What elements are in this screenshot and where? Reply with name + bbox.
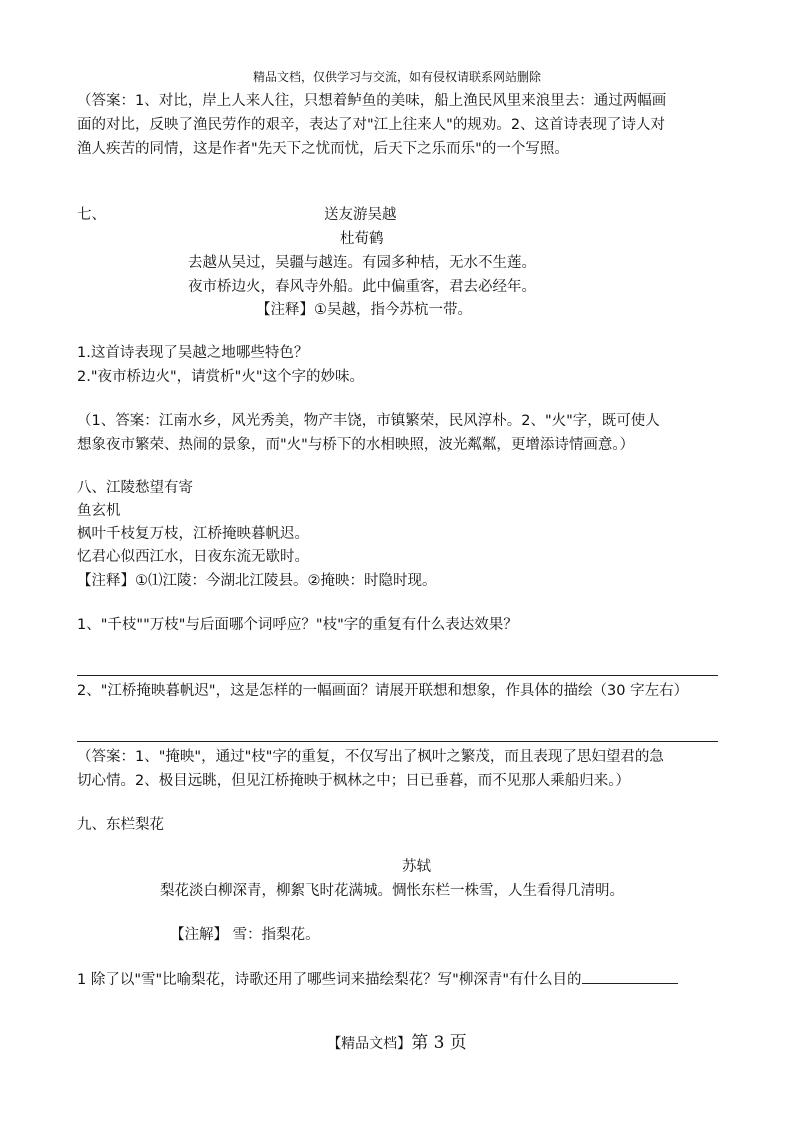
section9-question1-row	[77, 967, 678, 991]
section6-answer-line3: 渔人疾苦的同情，这是作者"先天下之忧而忧，后天下之乐而乐"的一个写照。	[77, 141, 569, 157]
section6-answer-line2: 面的对比，反映了渔民劳作的艰辛，表达了对"江上往来人"的规劝。2、这首诗表现了诗人对	[77, 117, 666, 133]
section9-poem-author: 苏轼	[402, 859, 431, 875]
section9-note: 【注解】 雪：指梨花。	[170, 927, 320, 943]
section8-question1: 1、"千枝""万枝"与后面哪个词呼应？"枝"字的重复有什么表达效果？	[77, 617, 518, 633]
section8-note: 【注释】①⑴江陵：今湖北江陵县。②掩映：时隐时现。	[77, 573, 437, 589]
section6-answer-line1: （答案：1、对比，岸上人来人往，只想着鲈鱼的美味，船上渔民风里来浪里去：通过两幅画	[77, 93, 667, 109]
section8-answer-line1: （答案：1、"掩映"，通过"枝"字的重复，不仅写出了枫叶之繁茂，而且表现了思妇望君的急	[77, 749, 664, 765]
section7-answer-line2: 想象夜市繁荣、热闹的景象，而"火"与桥下的水相映照，波光粼粼，更增添诗情画意。）	[77, 437, 635, 453]
section7-poem-line2: 夜市桥边火，春风寺外船。此中偏重客，君去必经年。	[188, 279, 536, 295]
page-header: 精品文档，仅供学习与交流，如有侵权请联系网站删除	[252, 70, 541, 84]
section8-poem-line2: 忆君心似西江水，日夜东流无歇时。	[77, 549, 309, 565]
section8-answer-line2: 切心情。2、极目远眺，但见江桥掩映于枫林之中；日已垂暮，而不见那人乘船归来。）	[77, 773, 630, 789]
section7-question1: 1.这首诗表现了吴越之地哪些特色？	[77, 345, 309, 361]
section8-title: 八、江陵愁望有寄	[77, 480, 193, 496]
answer-blank-line-2[interactable]	[77, 741, 718, 742]
section7-poem-line1: 去越从吴过，吴疆与越连。有园多种桔，无水不生莲。	[188, 255, 536, 271]
page-footer	[0, 1032, 794, 1055]
section9-title: 九、东栏梨花	[77, 817, 164, 833]
section7-poem-author: 杜荀鹤	[340, 231, 384, 247]
footer-label: 【精品文档】	[327, 1036, 412, 1052]
section8-author: 鱼玄机	[77, 503, 121, 519]
section7-question2: 2."夜市桥边火"，请赏析"火"这个字的妙味。	[77, 369, 365, 385]
section7-answer-line1: （1、答案：江南水乡，风光秀美，物产丰饶，市镇繁荣，民风淳朴。2、"火"字，既可使人	[77, 413, 660, 429]
section7-poem-title: 送友游吴越	[324, 207, 397, 223]
section9-poem-line1: 梨花淡白柳深青，柳絮飞时花满城。惆怅东栏一株雪，人生看得几清明。	[160, 883, 624, 899]
section7-number: 七、	[77, 207, 106, 223]
section8-poem-line1: 枫叶千枝复万枝，江桥掩映暮帆迟。	[77, 526, 309, 542]
answer-blank-inline[interactable]	[582, 967, 678, 984]
page-number: 第 3 页	[411, 1033, 467, 1053]
answer-blank-line-1[interactable]	[77, 675, 718, 676]
section7-note: 【注释】①吴越，指今苏杭一带。	[256, 302, 472, 318]
section9-question1: 1 除了以"雪"比喻梨花，诗歌还用了哪些词来描绘梨花？写"柳深青"有什么目的	[77, 972, 582, 988]
section8-question2: 2、"江桥掩映暮帆迟"，这是怎样的一幅画面？请展开联想和想象，作具体的描绘（30 字左右）	[77, 683, 689, 699]
